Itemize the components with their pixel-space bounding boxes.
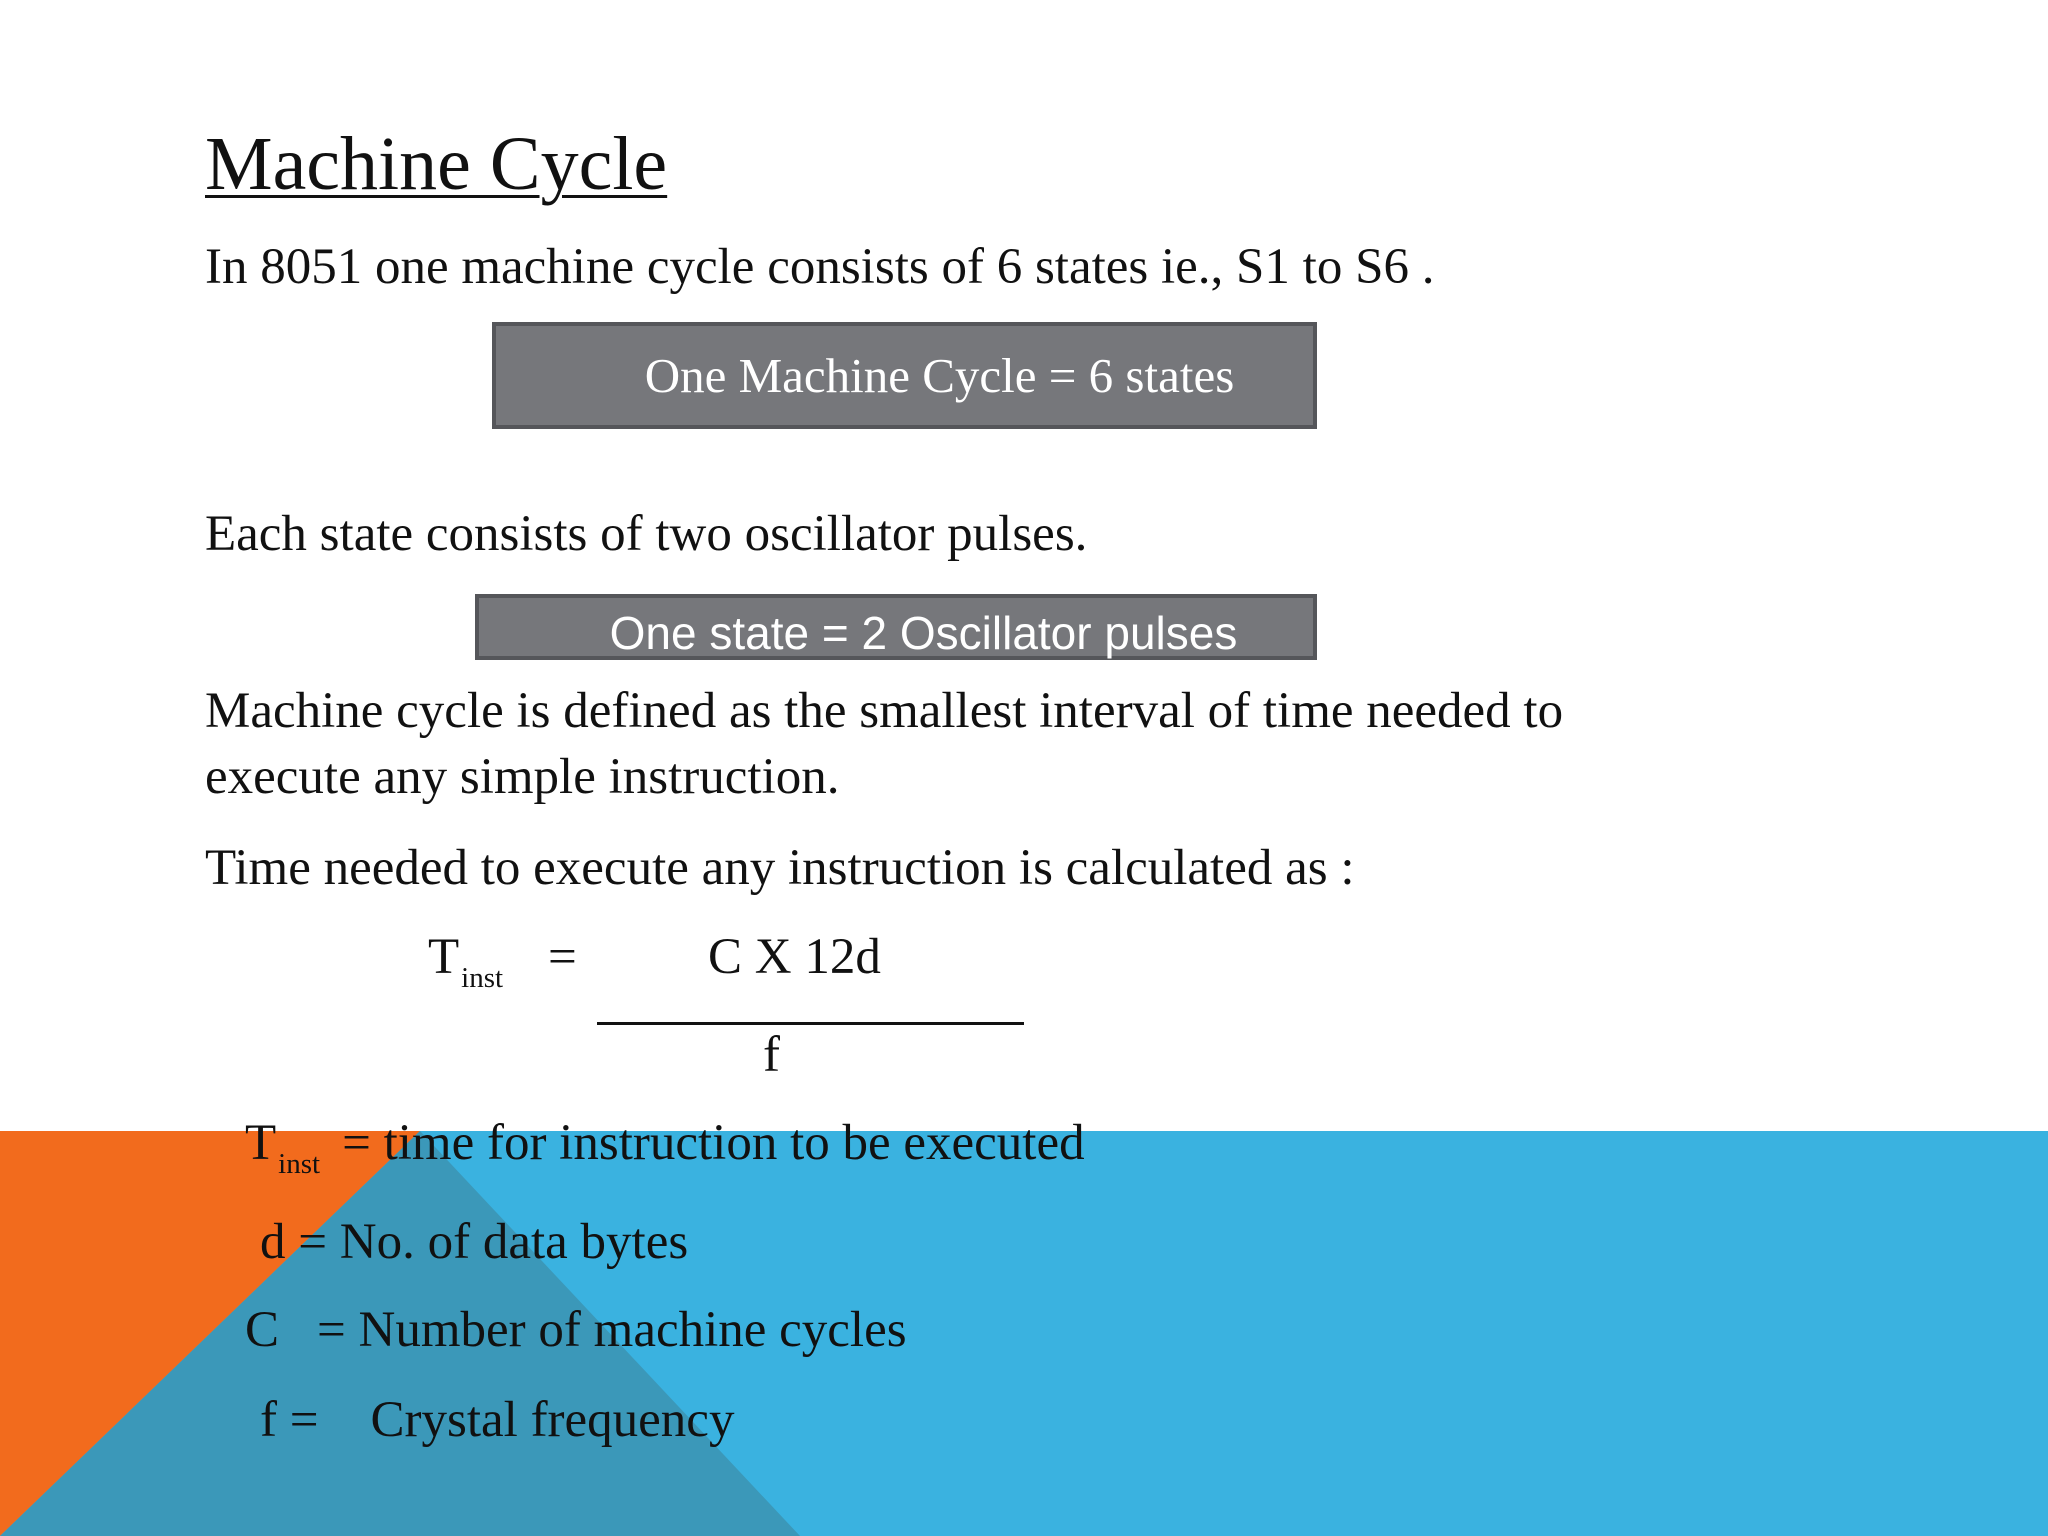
c-symbol: C: [245, 1302, 280, 1358]
time-line: Time needed to execute any instruction is calculated as :: [205, 840, 1355, 896]
f-symbol: f =: [260, 1392, 319, 1448]
formula-lhs-subscript: inst: [461, 962, 504, 994]
tinst-text: = time for instruction to be executed: [342, 1115, 1085, 1171]
formula-lhs-symbol: T: [428, 929, 460, 985]
tinst-subscript: inst: [278, 1148, 321, 1180]
tinst-symbol: T: [245, 1115, 277, 1171]
definition-tinst: [245, 1115, 1085, 1180]
intro-line: In 8051 one machine cycle consists of 6 states ie., S1 to S6 .: [205, 239, 1435, 295]
formula-numerator: C X 12d: [708, 929, 881, 985]
slide-title: Machine Cycle: [205, 122, 668, 206]
f-text: Crystal frequency: [370, 1392, 735, 1448]
definition-f: [260, 1392, 735, 1448]
state-line: Each state consists of two oscillator pulses.: [205, 506, 1088, 562]
definition-c: [245, 1302, 907, 1358]
machine-cycle-box: One Machine Cycle = 6 states: [492, 322, 1317, 429]
formula-denominator: f: [763, 1027, 780, 1083]
definition-line-1: Machine cycle is defined as the smallest interval of time needed to: [205, 683, 1564, 739]
c-text: = Number of machine cycles: [317, 1302, 907, 1358]
formula-lhs: [428, 929, 504, 994]
definition-d: d = No. of data bytes: [260, 1214, 689, 1270]
formula-equals: =: [548, 929, 577, 985]
oscillator-box: One state = 2 Oscillator pulses: [475, 594, 1317, 660]
fraction-bar: [597, 1022, 1024, 1025]
definition-line-2: execute any simple instruction.: [205, 749, 840, 805]
